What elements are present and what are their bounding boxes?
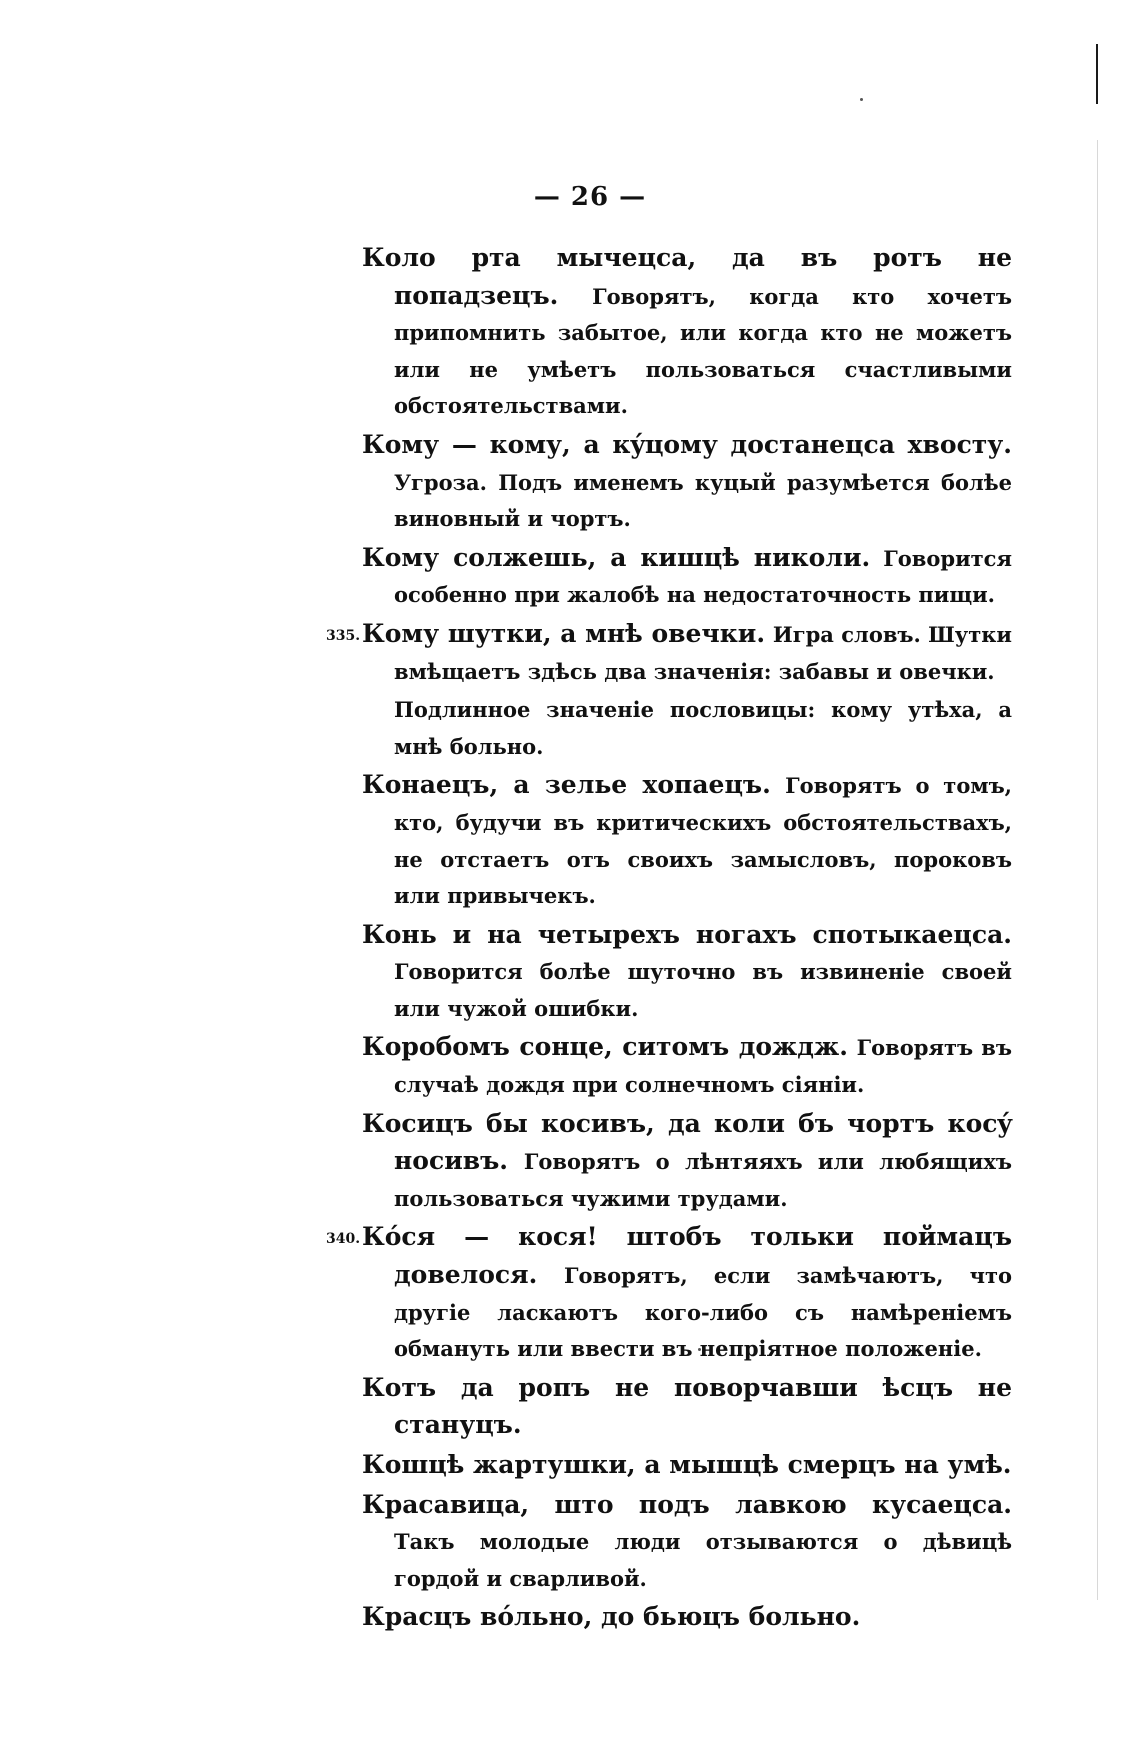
proverb-text — [362, 1106, 1012, 1218]
line-number: 335. — [326, 627, 361, 644]
proverb-text — [362, 1029, 1012, 1103]
proverb-explanation: Игра словъ. Шутки вмѣщаетъ здѣсь два значенія: забавы и овечки. — [394, 621, 1012, 684]
proverb-text — [362, 1370, 1012, 1445]
print-speck — [860, 98, 863, 101]
proverb-text — [362, 1447, 1012, 1485]
line-number: 340. — [326, 1231, 361, 1248]
proverb-entry — [362, 692, 1012, 765]
proverb-headword: Кому — кому, а кýцому достанецса хвосту. — [362, 429, 1012, 459]
proverb-headword: Косицъ бы косивъ, да коли бъ чортъ косý носивъ. — [362, 1108, 1012, 1176]
proverb-headword: Конь и на четырехъ ногахъ спотыкаецса. — [362, 919, 1012, 949]
proverb-entry — [362, 1487, 1012, 1598]
proverb-headword: Кошцѣ жартушки, а мышцѣ смерцъ на умѣ. — [362, 1450, 1012, 1479]
proverb-entry — [362, 1106, 1012, 1218]
proverb-text — [362, 1487, 1012, 1598]
proverb-text — [362, 767, 1012, 914]
proverb-headword: Кому шутки, а мнѣ овечки. — [362, 618, 766, 648]
proverb-text — [362, 240, 1012, 425]
proverb-entry — [362, 540, 1012, 614]
proverb-explanation: Говорятъ о лѣнтяяхъ или любящихъ пользоваться чужими трудами. — [394, 1149, 1012, 1211]
proverb-explanation: Говорятъ въ случаѣ дождя при солнечномъ сіяніи. — [394, 1035, 1012, 1098]
proverb-entry — [362, 1370, 1012, 1445]
proverb-headword: Котъ да ропъ не поворчавши ѣсцъ не стануцъ. — [362, 1372, 1012, 1440]
proverb-text — [362, 692, 1012, 765]
page-edge-shadow — [1097, 140, 1098, 1600]
proverb-headword: Кóся — кося! штобъ тольки поймацъ довелося. — [362, 1222, 1012, 1290]
proverb-text — [362, 427, 1012, 538]
proverb-text — [362, 616, 1012, 690]
proverb-entry — [362, 1447, 1012, 1485]
proverb-explanation: Говорится особенно при жалобѣ на недостаточность пищи. — [394, 545, 1012, 608]
page-edge-line — [1096, 44, 1098, 104]
proverb-entry — [362, 240, 1012, 425]
proverb-entry — [362, 1029, 1012, 1103]
proverb-text — [362, 1219, 1012, 1367]
proverb-explanation: Такъ молодые люди отзываются о дѣвицѣ гордой и сварливой. — [394, 1529, 1012, 1591]
proverb-headword: Конаецъ, а зелье хопаецъ. — [362, 770, 771, 800]
proverb-headword: Коробомъ сонце, ситомъ дождж. — [362, 1032, 848, 1062]
proverb-headword: Коло рта мычецса, да въ ротъ не попадзецъ. — [362, 243, 1012, 310]
proverb-entry — [326, 1219, 1013, 1367]
page-number: — 26 — — [533, 182, 647, 212]
page-body — [326, 240, 1013, 1639]
proverb-entry — [362, 917, 1012, 1028]
proverb-headword: Кому солжешь, а кишцѣ николи. — [362, 542, 871, 572]
proverb-entry — [362, 427, 1012, 538]
proverb-text — [362, 917, 1012, 1028]
proverb-entry — [326, 616, 1012, 690]
proverb-text — [362, 540, 1012, 614]
proverb-entry — [362, 1599, 1012, 1637]
proverb-text — [362, 1599, 1012, 1637]
proverb-explanation: Говорится болѣе шуточно въ извиненіе своей или чужой ошибки. — [394, 959, 1012, 1021]
proverb-headword: Красцъ вóльно, до бьюцъ больно. — [362, 1602, 861, 1632]
proverb-explanation: Говорятъ, если замѣчаютъ, что другіе ласкаютъ кого-либо съ намѣреніемъ обмануть или ввести въ непріятное положеніе. — [394, 1263, 1013, 1362]
proverb-explanation: Говорятъ, когда кто хочетъ припомнить забытое, или когда кто не можетъ или не умѣетъ пользоваться счастливыми обстоятельствами. — [394, 283, 1012, 419]
proverb-entry — [362, 767, 1012, 914]
proverb-headword: Красавица, што подъ лавкою кусаецса. — [362, 1489, 1012, 1519]
proverb-explanation: Угроза. Подъ именемъ куцый разумѣется болѣе виновный и чортъ. — [394, 469, 1012, 532]
proverb-explanation: Говорятъ о томъ, кто, будучи въ критическихъ обстоятельствахъ, не отстаетъ отъ своихъ замысловъ, пороковъ или привычекъ. — [394, 773, 1012, 909]
proverb-explanation: Подлинное значеніе пословицы: кому утѣха, а мнѣ больно. — [394, 697, 1012, 759]
